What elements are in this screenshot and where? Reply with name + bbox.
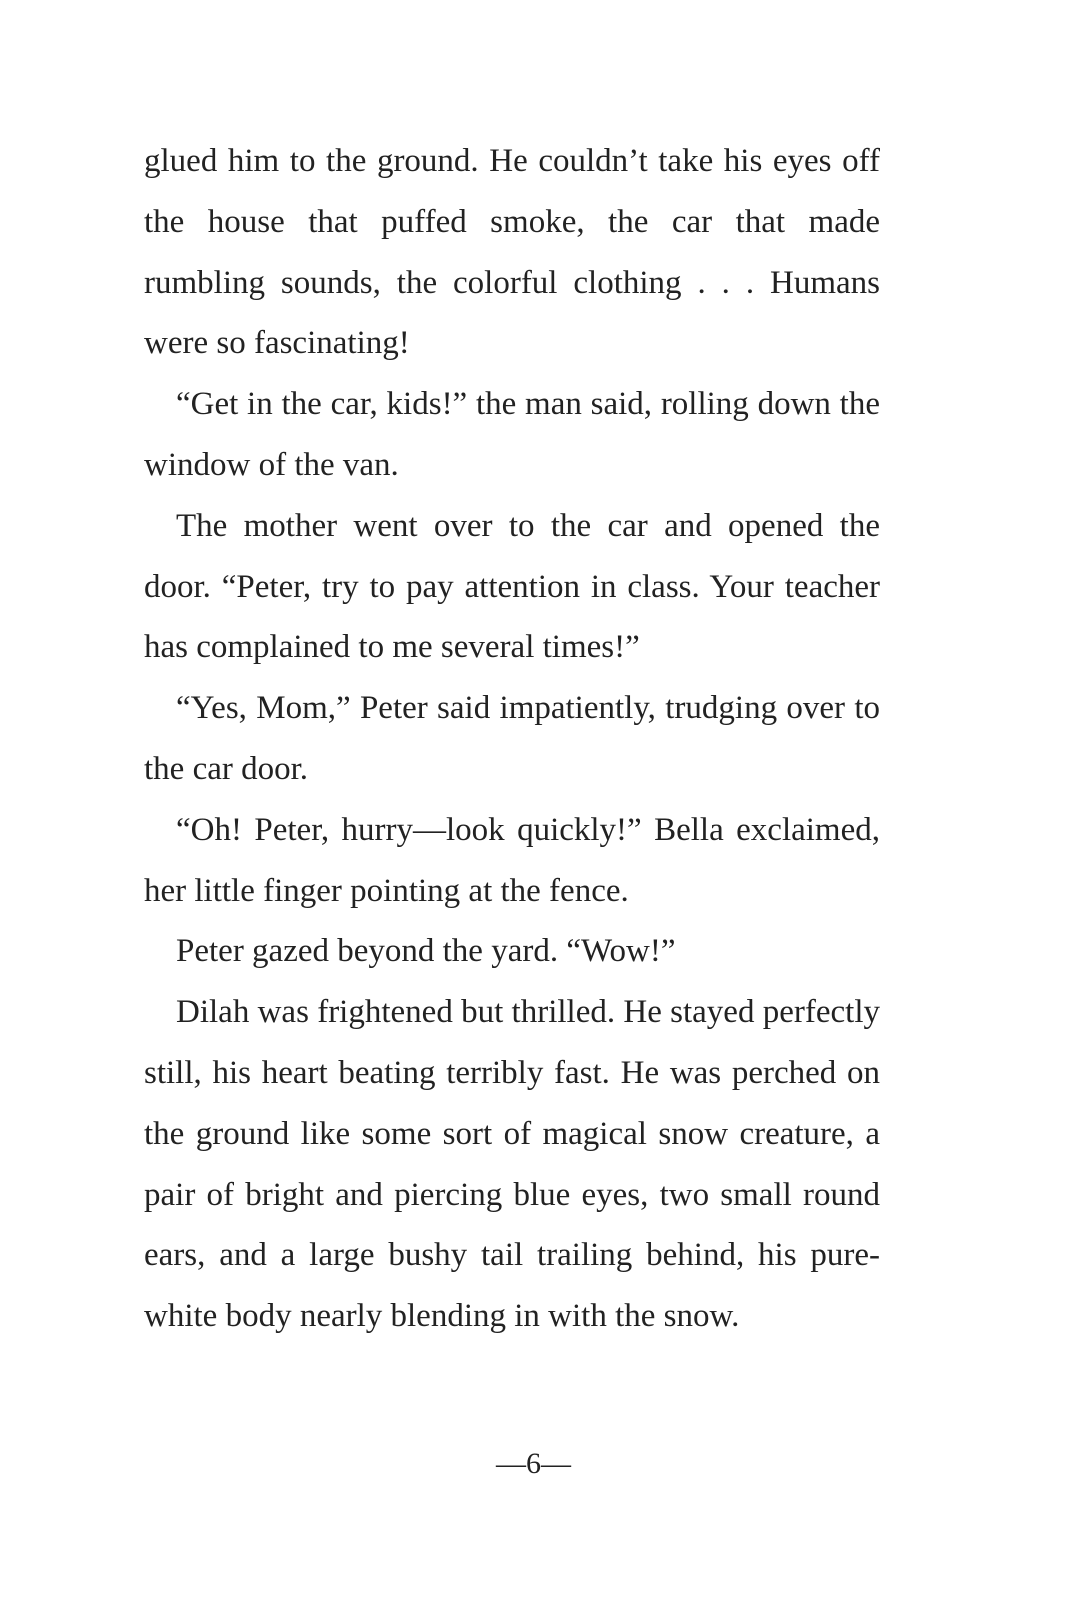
paragraph-continuation: glued him to the ground. He couldn’t take his eyes off the house that puffed smoke, the car that made rumbling sounds, the colorful clothing . . . Humans were so fascinating! <box>144 143 880 362</box>
paragraph: The mother went over to the car and opened the door. “Peter, try to pay attention in class. Your teacher has complained to me several times!” <box>144 507 880 666</box>
paragraph: Dilah was frightened but thrilled. He stayed perfectly still, his heart beating terribly fast. He was perched on the ground like some sort of magical snow creature, a pair of bright and piercing blue eyes, two small round ears, and a large bushy tail trailing behind, his pure-white body nearly blending in with the snow. <box>144 994 880 1335</box>
paragraph: “Yes, Mom,” Peter said impatiently, trudging over to the car door. <box>144 690 880 787</box>
paragraph: “Oh! Peter, hurry—look quickly!” Bella exclaimed, her little finger pointing at the fence. <box>144 811 880 909</box>
body-text <box>144 131 880 1347</box>
paragraph: “Get in the car, kids!” the man said, rolling down the window of the van. <box>144 386 880 483</box>
page-number: —6— <box>496 1447 571 1480</box>
paragraph: Peter gazed beyond the yard. “Wow!” <box>176 933 676 970</box>
